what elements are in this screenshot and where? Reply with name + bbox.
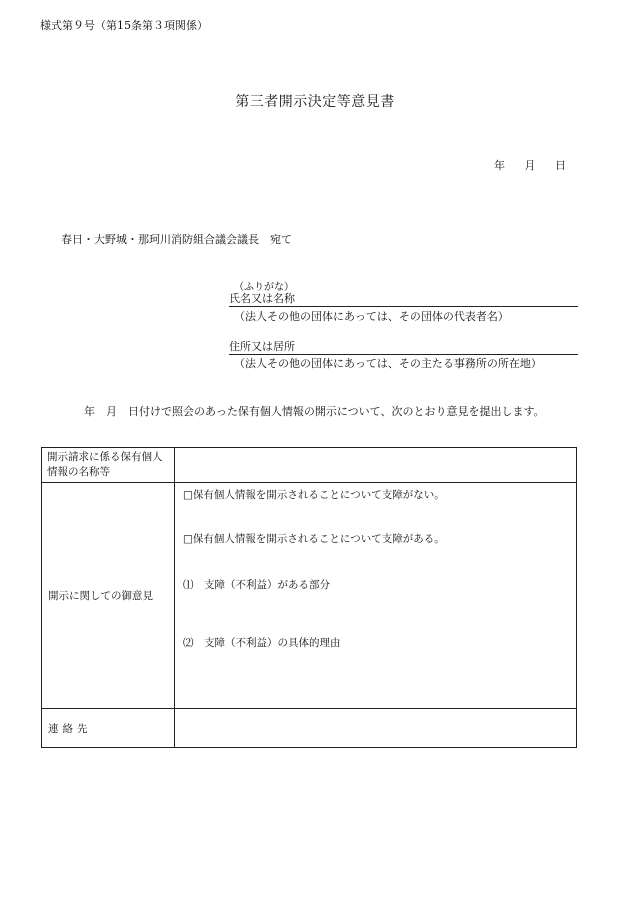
address-note: （法人その他の団体にあっては、その主たる事務所の所在地）: [234, 357, 542, 370]
name-field[interactable]: [229, 290, 578, 307]
address-label: 住所又は居所: [229, 340, 295, 353]
opinion-label: 開示に関しての御意見: [48, 590, 153, 602]
furigana-label: （ふりがな）: [234, 282, 294, 293]
date-field[interactable]: 年 月 日: [494, 159, 566, 172]
option-issue[interactable]: □保有個人情報を開示されることについて支障がある。: [183, 533, 445, 545]
item-affected-part: ⑴ 支障（不利益）がある部分: [183, 579, 330, 591]
opinion-table: [41, 447, 577, 748]
name-label: 氏名又は名称: [229, 292, 295, 305]
table-row: [42, 448, 577, 483]
address-field[interactable]: [229, 338, 578, 355]
option-no-issue[interactable]: □保有個人情報を開示されることについて支障がない。: [183, 489, 445, 501]
info-name-label: 開示請求に係る保有個人情報の名称等: [47, 451, 163, 478]
name-note: （法人その他の団体にあっては、その団体の代表者名）: [234, 310, 509, 323]
document-title: 第三者開示決定等意見書: [235, 94, 395, 110]
contact-label: 連絡先: [48, 722, 92, 735]
table-row: [42, 483, 577, 709]
info-name-label-cell: [42, 448, 175, 483]
opinion-label-cell: [42, 483, 175, 709]
info-name-value-cell[interactable]: [175, 448, 577, 483]
opinion-value-cell[interactable]: [175, 483, 577, 709]
contact-label-cell: [42, 709, 175, 748]
contact-value-cell[interactable]: [175, 709, 577, 748]
table-row: [42, 709, 577, 748]
addressee: 春日・大野城・那珂川消防組合議会議長 宛て: [61, 233, 292, 246]
item-specific-reason: ⑵ 支障（不利益）の具体的理由: [183, 637, 341, 649]
statement-text: 年 月 日付けで照会のあった保有個人情報の開示について、次のとおり意見を提出します。: [84, 405, 545, 418]
form-number: 様式第９号（第15条第３項関係）: [40, 19, 208, 32]
